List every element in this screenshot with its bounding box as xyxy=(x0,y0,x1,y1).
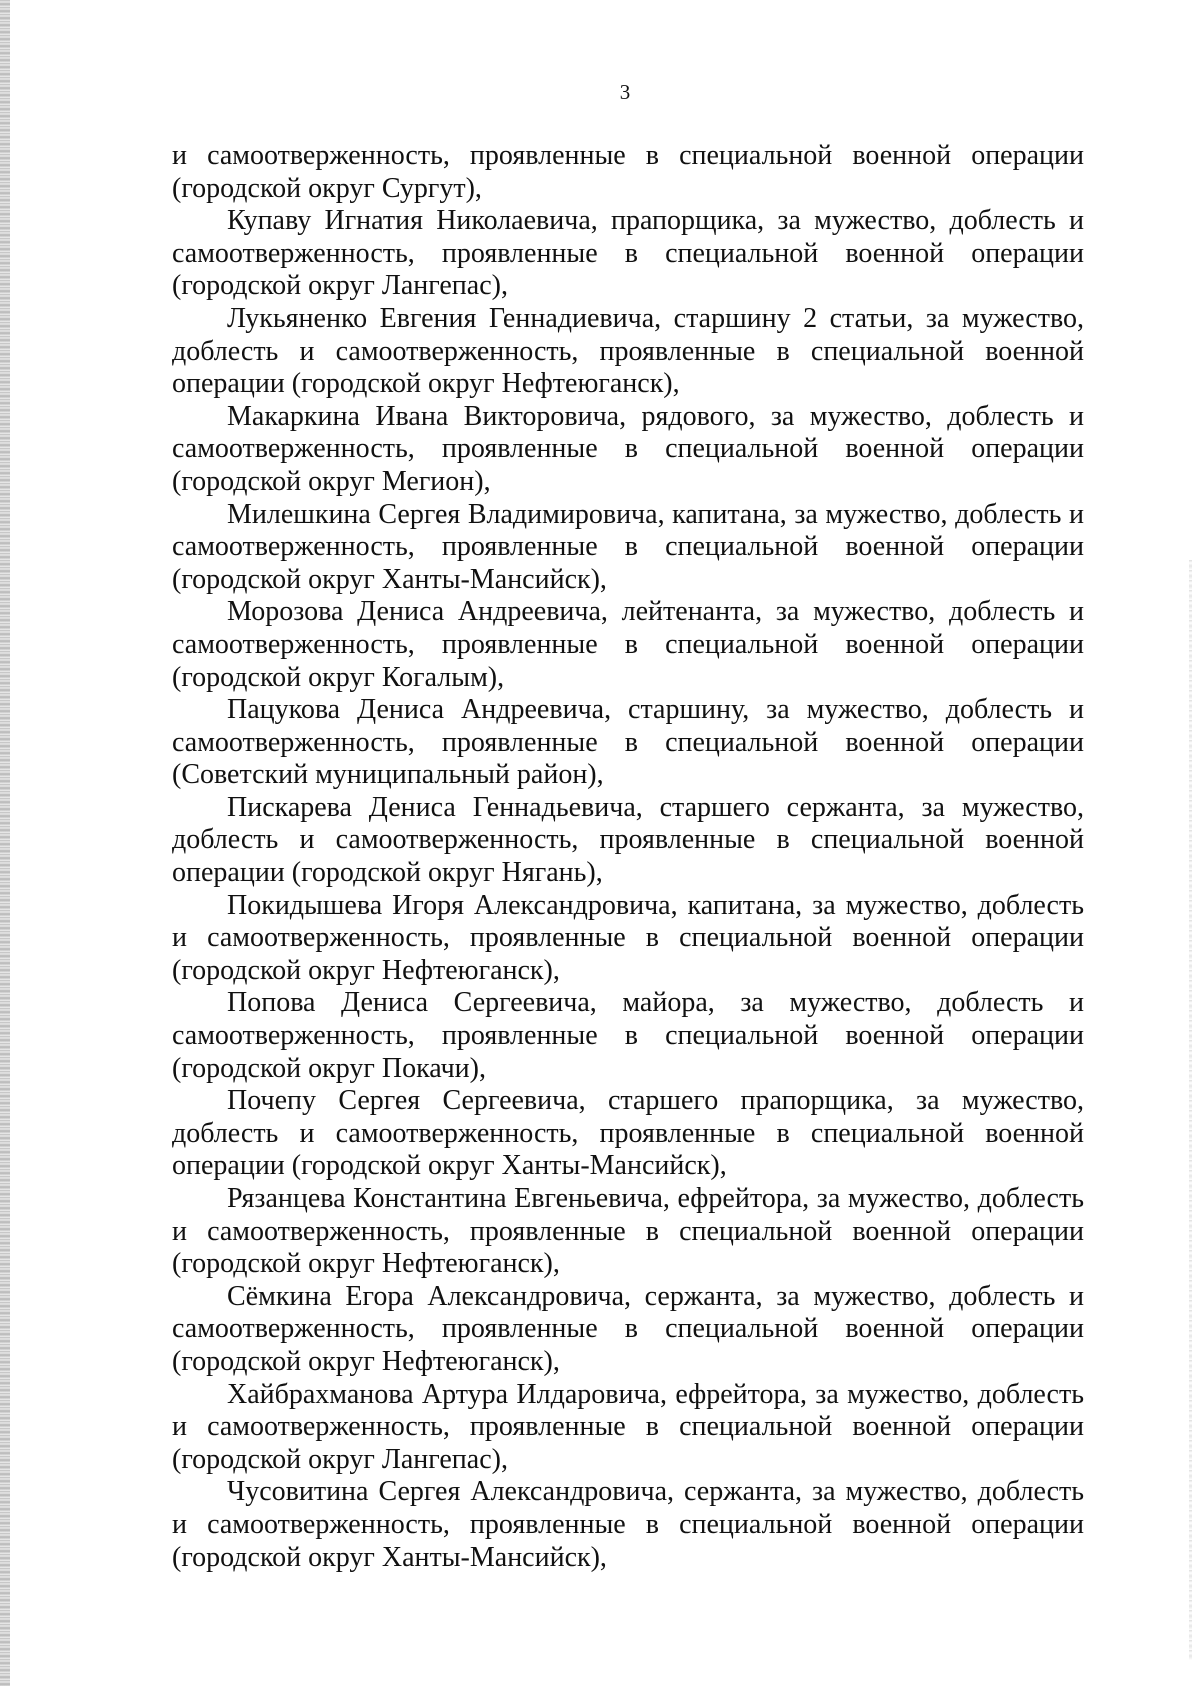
award-entry-lukyanenko: Лукьяненко Евгения Геннадиевича, старшину 2 статьи, за мужество, доблесть и самоотверженность, проявленные в специальной военной операции (городской округ Нефтеюганск), xyxy=(172,302,1084,400)
scan-edge-right xyxy=(1189,560,1192,1660)
award-entry-semkin: Сёмкина Егора Александровича, сержанта, за мужество, доблесть и самоотверженность, проявленные в специальной военной операции (городской округ Нефтеюганск), xyxy=(172,1280,1084,1377)
award-entry-piskarev: Пискарева Дениса Геннадьевича, старшего сержанта, за мужество, доблесть и самоотверженность, проявленные в специальной военной операции (городской округ Нягань), xyxy=(172,791,1084,889)
award-entry-mileshkin: Милешкина Сергея Владимировича, капитана, за мужество, доблесть и самоотверженность, проявленные в специальной военной операции (городской округ Ханты-Мансийск), xyxy=(172,498,1084,595)
paragraph-continuation: и самоотверженность, проявленные в специальной военной операции (городской округ Сургут), xyxy=(172,140,1084,204)
document-body xyxy=(172,140,1084,1574)
award-entry-patsukov: Пацукова Дениса Андреевича, старшину, за мужество, доблесть и самоотверженность, проявленные в специальной военной операции (Советский муниципальный район), xyxy=(172,694,1084,791)
award-entry-pochepa: Почепу Сергея Сергеевича, старшего прапорщика, за мужество, доблесть и самоотверженность, проявленные в специальной военной операции (городской округ Ханты-Мансийск), xyxy=(172,1085,1084,1182)
award-entry-popov: Попова Дениса Сергеевича, майора, за мужество, доблесть и самоотверженность, проявленные в специальной военной операции (городской округ Покачи), xyxy=(172,987,1084,1084)
award-entry-chusovitin: Чусовитина Сергея Александровича, сержанта, за мужество, доблесть и самоотверженность, проявленные в специальной военной операции (городской округ Ханты-Мансийск), xyxy=(172,1476,1084,1573)
award-entry-morozov: Морозова Дениса Андреевича, лейтенанта, за мужество, доблесть и самоотверженность, проявленные в специальной военной операции (городской округ Когалым), xyxy=(172,596,1084,693)
page-number: 3 xyxy=(619,80,631,104)
award-entry-pokidyshev: Покидышева Игоря Александровича, капитана, за мужество, доблесть и самоотверженность, проявленные в специальной военной операции (городской округ Нефтеюганск), xyxy=(172,889,1084,986)
award-entry-makarkin: Макаркина Ивана Викторовича, рядового, за мужество, доблесть и самоотверженность, проявленные в специальной военной операции (городской округ Мегион), xyxy=(172,400,1084,497)
scan-edge-left xyxy=(0,0,10,1686)
award-entry-ryazantsev: Рязанцева Константина Евгеньевича, ефрейтора, за мужество, доблесть и самоотверженность, проявленные в специальной военной операции (городской округ Нефтеюганск), xyxy=(172,1183,1084,1280)
award-entry-kupava: Купаву Игнатия Николаевича, прапорщика, за мужество, доблесть и самоотверженность, проявленные в специальной военной операции (городской округ Лангепас), xyxy=(172,205,1084,302)
award-entry-khaibrakhmanov: Хайбрахманова Артура Илдаровича, ефрейтора, за мужество, доблесть и самоотверженность, проявленные в специальной военной операции (городской округ Лангепас), xyxy=(172,1378,1084,1475)
